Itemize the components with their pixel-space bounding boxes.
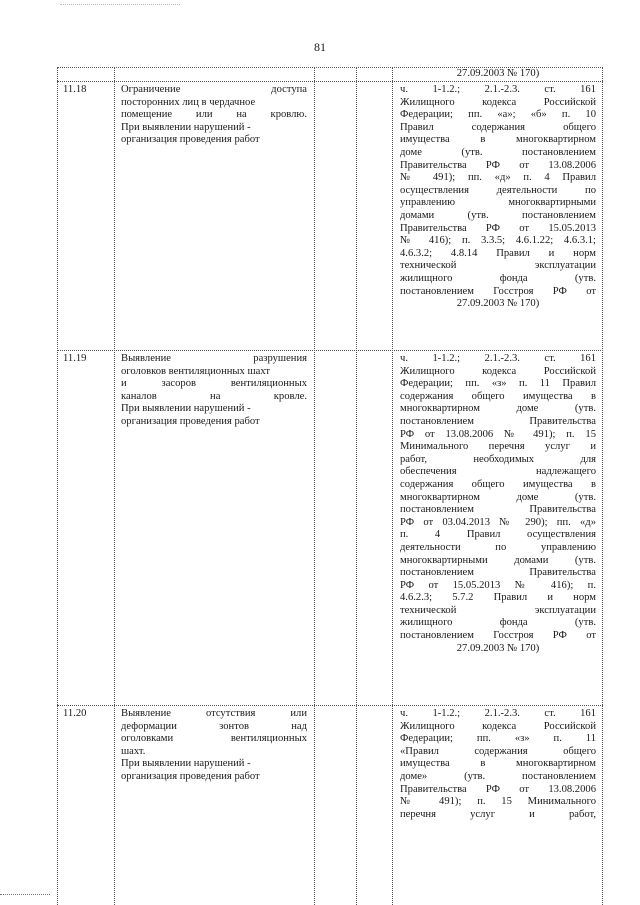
- row-legal-basis: [400, 84, 596, 311]
- row-legal-basis: [400, 708, 596, 821]
- regulation-table: [57, 67, 603, 905]
- legal-line: ч. 1-1.2.; 2.1.-2.3. ст. 161: [400, 708, 596, 719]
- row-number: 11.18: [63, 84, 87, 95]
- description-line: оголовков вентиляционных шахт: [121, 365, 271, 377]
- description-line: При выявлении нарушений -: [121, 403, 251, 415]
- row-number: 11.19: [63, 353, 87, 364]
- legal-line: содержания общего имущества в: [400, 390, 596, 402]
- legal-line: 27.09.2003 № 170): [456, 298, 540, 310]
- scan-artifact: [0, 894, 50, 895]
- column-divider: [392, 67, 393, 905]
- legal-line: Правительства РФ от 13.08.2006: [400, 159, 596, 171]
- legal-line: № 491); п. 15 Минимального: [400, 796, 596, 808]
- description-line: При выявлении нарушений -: [121, 758, 251, 770]
- description-line: оголовками вентиляционных: [121, 733, 307, 745]
- legal-line: перечня услуг и работ,: [400, 808, 596, 820]
- legal-line: технической эксплуатации: [400, 604, 596, 616]
- row-divider: [57, 705, 603, 706]
- description-line: При выявлении нарушений -: [121, 121, 251, 133]
- legal-line: ч. 1-1.2.; 2.1.-2.3. ст. 161: [400, 353, 596, 364]
- row-number: 11.20: [63, 708, 87, 719]
- legal-line: постановлением Правительства: [400, 567, 596, 579]
- column-divider: [314, 67, 315, 905]
- legal-line: Жилищного кодекса Российской: [400, 720, 596, 732]
- continuation-text: [400, 68, 596, 81]
- legal-line: 4.6.2.3; 5.7.2 Правил и норм: [400, 592, 596, 604]
- row-divider: [57, 350, 603, 351]
- legal-line: Правительства РФ от 13.08.2006: [400, 783, 596, 795]
- legal-line: обеспечения надлежащего: [400, 466, 596, 478]
- description-line: посторонних лиц в чердачное: [121, 96, 256, 108]
- description-line: деформации зонтов над: [121, 720, 307, 732]
- legal-line: технической эксплуатации: [400, 260, 596, 272]
- row-description: [121, 84, 307, 147]
- description-line: и засоров вентиляционных: [121, 378, 307, 390]
- legal-line: РФ от 13.08.2006 № 491); п. 15: [400, 428, 596, 440]
- legal-line: многоквартирными домами (утв.: [400, 554, 596, 566]
- row-legal-basis: [400, 353, 596, 655]
- description-line: организация проведения работ: [121, 770, 260, 782]
- description-line: шахт.: [121, 745, 146, 757]
- legal-line: Правил содержания общего: [400, 121, 596, 133]
- legal-line: деятельности по управлению: [400, 541, 596, 553]
- legal-line: доме» (утв. постановлением: [400, 770, 596, 782]
- legal-line: Жилищного кодекса Российской: [400, 365, 596, 377]
- description-line: помещение или на кровлю.: [121, 109, 307, 121]
- legal-line: № 416); п. 3.3.5; 4.6.1.22; 4.6.3.1;: [400, 235, 596, 247]
- row-description: [121, 708, 307, 784]
- legal-line: 4.6.3.2; 4.8.14 Правил и норм: [400, 247, 596, 259]
- column-divider: [356, 67, 357, 905]
- description-line: Выявление отсутствия или: [121, 708, 307, 719]
- legal-line: многоквартирном доме (утв.: [400, 403, 596, 415]
- legal-line: Правительства РФ от 15.05.2013: [400, 222, 596, 234]
- column-divider: [114, 67, 115, 905]
- scan-artifact: [60, 4, 180, 5]
- legal-line: постановлением Госстроя РФ от: [400, 285, 596, 297]
- legal-line: работ, необходимых для: [400, 453, 596, 465]
- row-divider: [57, 81, 603, 82]
- legal-line: жилищного фонда (утв.: [400, 617, 596, 629]
- legal-line: содержания общего имущества в: [400, 478, 596, 490]
- legal-line: № 491); пп. «д» п. 4 Правил: [400, 172, 596, 184]
- description-line: Ограничение доступа: [121, 84, 307, 95]
- legal-line: Федерации; пп. «а»; «б» п. 10: [400, 109, 596, 121]
- legal-line: Федерации; пп. «з» п. 11: [400, 733, 596, 745]
- description-line: организация проведения работ: [121, 134, 260, 146]
- legal-line: Федерации; пп. «з» п. 11 Правил: [400, 378, 596, 390]
- legal-line: постановлением Госстроя РФ от: [400, 630, 596, 642]
- legal-line: имущества в многоквартирном: [400, 134, 596, 146]
- description-line: каналов на кровле.: [121, 390, 307, 402]
- legal-line: РФ от 03.04.2013 № 290); пп. «д»: [400, 516, 596, 528]
- legal-line: Минимального перечня услуг и: [400, 441, 596, 453]
- legal-line: ч. 1-1.2.; 2.1.-2.3. ст. 161: [400, 84, 596, 95]
- table-border-left: [57, 67, 58, 905]
- legal-line: домами (утв. постановлением: [400, 209, 596, 221]
- legal-line: «Правил содержания общего: [400, 745, 596, 757]
- legal-line: Жилищного кодекса Российской: [400, 96, 596, 108]
- legal-line: многоквартирном доме (утв.: [400, 491, 596, 503]
- table-border-right: [602, 67, 603, 905]
- legal-line: управлению многоквартирными: [400, 197, 596, 209]
- row-description: [121, 353, 307, 429]
- legal-line: постановлением Правительства: [400, 415, 596, 427]
- legal-line: 27.09.2003 № 170): [456, 642, 540, 654]
- legal-line: осуществления деятельности по: [400, 184, 596, 196]
- page-number: 81: [314, 40, 326, 54]
- continuation-line: 27.09.2003 № 170): [456, 68, 540, 79]
- description-line: организация проведения работ: [121, 415, 260, 427]
- legal-line: жилищного фонда (утв.: [400, 272, 596, 284]
- legal-line: п. 4 Правил осуществления: [400, 529, 596, 541]
- legal-line: доме (утв. постановлением: [400, 146, 596, 158]
- legal-line: РФ от 15.05.2013 № 416); п.: [400, 579, 596, 591]
- legal-line: имущества в многоквартирном: [400, 758, 596, 770]
- legal-line: постановлением Правительства: [400, 504, 596, 516]
- description-line: Выявление разрушения: [121, 353, 307, 364]
